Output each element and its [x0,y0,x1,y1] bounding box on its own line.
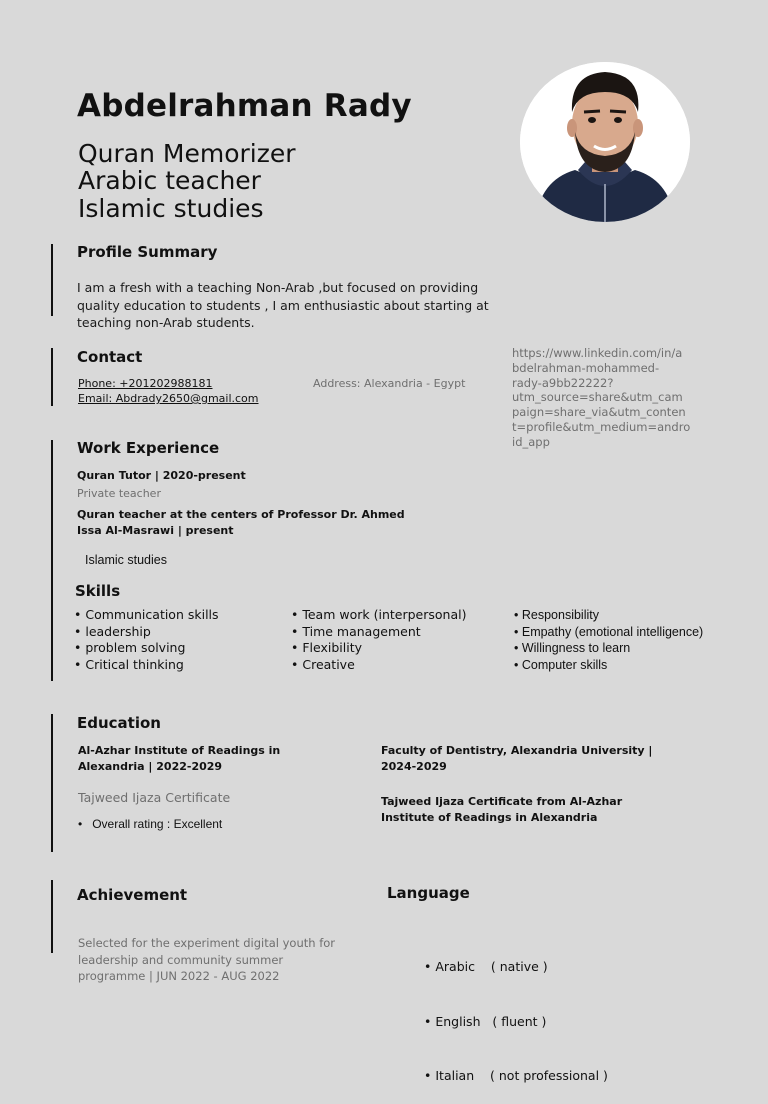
skills-title: Skills [75,582,121,600]
skill-item: • leadership [74,624,219,641]
summary-line: teaching non-Arab students. [77,315,255,330]
skill-item: • Communication skills [74,607,219,624]
skill-item: • Responsibility [514,607,703,624]
job-title [77,507,405,539]
skill-item: • Time management [291,624,466,641]
summary-line: I am a fresh with a teaching Non-Arab ,but focused on providing [77,280,479,295]
skills-column [514,607,703,673]
job-title-line: Quran teacher at the centers of Professor Dr. Ahmed [77,508,405,521]
bullet-icon: • [78,817,93,831]
certificate-name: Tajweed Ijaza Certificate [78,790,231,805]
profile-summary-text [77,279,517,332]
address-text: Address: Alexandria - Egypt [313,377,466,390]
education-entry-title [381,743,652,775]
section-divider [51,244,53,316]
education-title: Education [77,714,161,732]
linkedin-line: paign=share_via&utm_conten [512,405,686,420]
skill-item: • Flexibility [291,640,466,657]
role-line: Islamic studies [78,194,264,223]
skill-item: • Empathy (emotional intelligence) [514,624,703,641]
education-title-line: Faculty of Dentistry, Alexandria University | [381,744,653,757]
skill-item: • Creative [291,657,466,674]
linkedin-line: rady-a9bb22222? [512,375,614,390]
job-title: Quran Tutor | 2020-present [77,469,246,482]
achievement-line: programme | JUN 2022 - AUG 2022 [78,969,280,983]
phone-link[interactable]: Phone: +201202988181 [78,377,213,390]
language-item: • Italian ( not professional ) [424,1068,608,1085]
skill-item: • Team work (interpersonal) [291,607,466,624]
language-title: Language [387,884,470,902]
linkedin-line: https://www.linkedin.com/in/a [512,346,683,360]
skill-item: • Computer skills [514,657,703,674]
language-list [424,921,608,1104]
job-title-line: Issa Al-Masrawi | present [77,524,234,537]
candidate-name: Abdelrahman Rady [77,88,412,124]
section-divider [51,714,53,852]
education-title-line: Al-Azhar Institute of Readings in [78,744,281,757]
linkedin-line: utm_source=share&utm_cam [512,390,683,405]
skill-item: • problem solving [74,640,219,657]
rating-bullet [78,817,222,831]
contact-title: Contact [77,348,143,366]
linkedin-line: bdelrahman-mohammed- [512,360,660,375]
profile-summary-title: Profile Summary [77,243,218,261]
linkedin-line: id_app [512,434,550,449]
language-item: • Arabic ( native ) [424,959,608,976]
role-line: Quran Memorizer [78,139,296,168]
section-divider [51,440,53,681]
achievement-line: leadership and community summer [78,952,284,967]
profile-photo [520,62,690,222]
achievement-title: Achievement [77,886,188,904]
section-divider [51,880,53,953]
work-experience-title: Work Experience [77,439,220,457]
job-subtitle: Private teacher [77,487,161,500]
role-line: Arabic teacher [78,166,261,195]
certificate-entry [381,794,622,826]
education-title-line: 2024-2029 [381,760,447,773]
achievement-text [78,935,335,985]
summary-line: quality education to students , I am enthusiastic about starting at [77,297,489,313]
linkedin-line: t=profile&utm_medium=andro [512,419,691,434]
achievement-line: Selected for the experiment digital youth for [78,936,336,950]
skills-column [291,607,466,673]
education-title-line: Alexandria | 2022-2029 [78,760,223,773]
language-item: • English ( fluent ) [424,1014,608,1031]
skill-item: • Critical thinking [74,657,219,674]
skills-column [74,607,219,673]
certificate-line: Institute of Readings in Alexandria [381,811,598,824]
education-entry-title [78,743,280,775]
avatar-illustration [520,62,690,222]
job-subtitle: Islamic studies [85,553,167,567]
email-link[interactable]: Email: Abdrady2650@gmail.com [78,392,259,405]
skill-item: • Willingness to learn [514,640,703,657]
linkedin-link[interactable] [512,346,690,450]
rating-text: Overall rating : Excellent [92,817,223,831]
section-divider [51,348,53,406]
certificate-line: Tajweed Ijaza Certificate from Al-Azhar [381,795,623,808]
